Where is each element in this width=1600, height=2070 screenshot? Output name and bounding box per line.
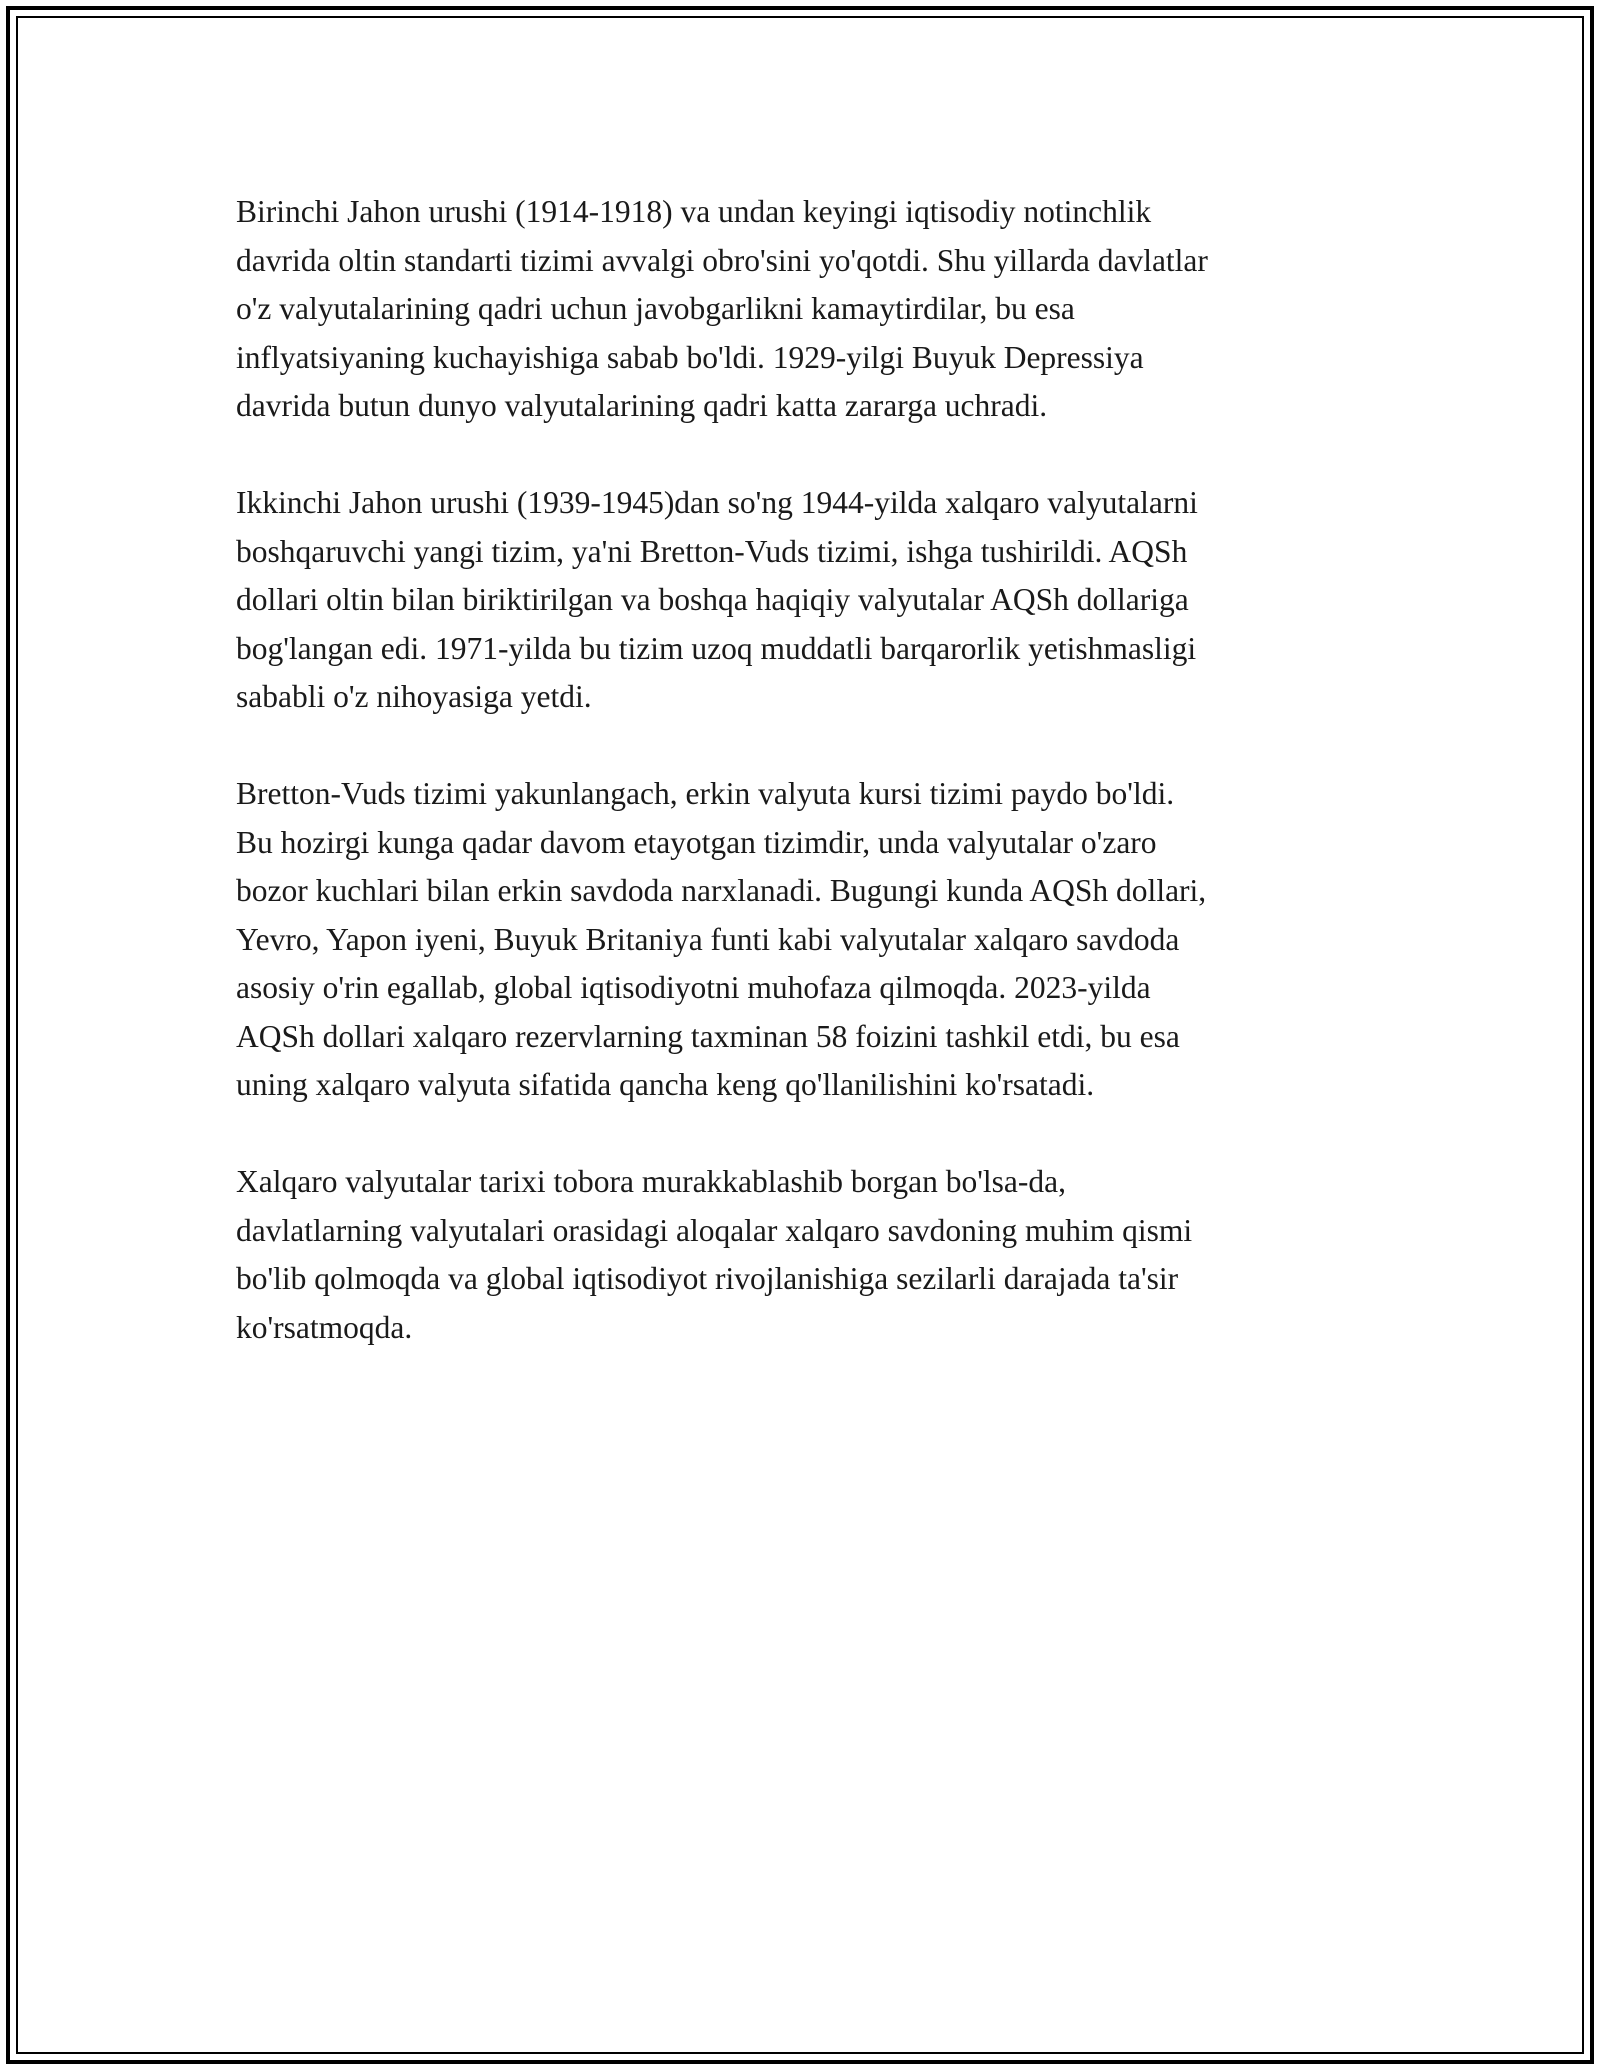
paragraph-floating-exchange: Bretton-Vuds tizimi yakunlangach, erkin valyuta kursi tizimi paydo bo'ldi. Bu hozirgi kunga qadar davom etayotgan tizimdir, unda valyutalar o'zaro bozor kuchlari bilan erkin savdoda narxlanadi. Bugungi kunda AQSh dollari, Yevro, Yapon iyeni, Buyuk Britaniya funti kabi valyutalar xalqaro savdoda asosiy o'rin egallab, global iqtisodiyotni muhofaza qilmoqda. 2023-yilda AQSh dollari xalqaro rezervlarning taxminan 58 foizini tashkil etdi, bu esa uning xalqaro valyuta sifatida qancha keng qo'llanilishini ko'rsatadi.: [236, 776, 1207, 1102]
paragraph-bretton-woods: Ikkinchi Jahon urushi (1939-1945)dan so'ng 1944-yilda xalqaro valyutalarni boshqaruvchi yangi tizim, ya'ni Bretton-Vuds tizimi, ishga tushirildi. AQSh dollari oltin bilan biriktirilgan va boshqa haqiqiy valyutalar AQSh dollariga bog'langan edi. 1971-yilda bu tizim uzoq muddatli barqarorlik yetishmasligi sababli o'z nihoyasiga yetdi.: [236, 485, 1198, 714]
paragraph-conclusion: Xalqaro valyutalar tarixi tobora murakkablashib borgan bo'lsa-da, davlatlarning valyutalari orasidagi aloqalar xalqaro savdoning muhim qismi bo'lib qolmoqda va global iqtisodiyot rivojlanishiga sezilarli darajada ta'sir ko'rsatmoqda.: [236, 1164, 1193, 1345]
document-body: [236, 188, 1386, 1401]
paragraph-ww1-gold-standard: Birinchi Jahon urushi (1914-1918) va undan keyingi iqtisodiy notinchlik davrida oltin standarti tizimi avvalgi obro'sini yo'qotdi. Shu yillarda davlatlar o'z valyutalarining qadri uchun javobgarlikni kamaytirdilar, bu esa inflyatsiyaning kuchayishiga sabab bo'ldi. 1929-yilgi Buyuk Depressiya davrida butun dunyo valyutalarining qadri katta zararga uchradi.: [236, 194, 1208, 423]
